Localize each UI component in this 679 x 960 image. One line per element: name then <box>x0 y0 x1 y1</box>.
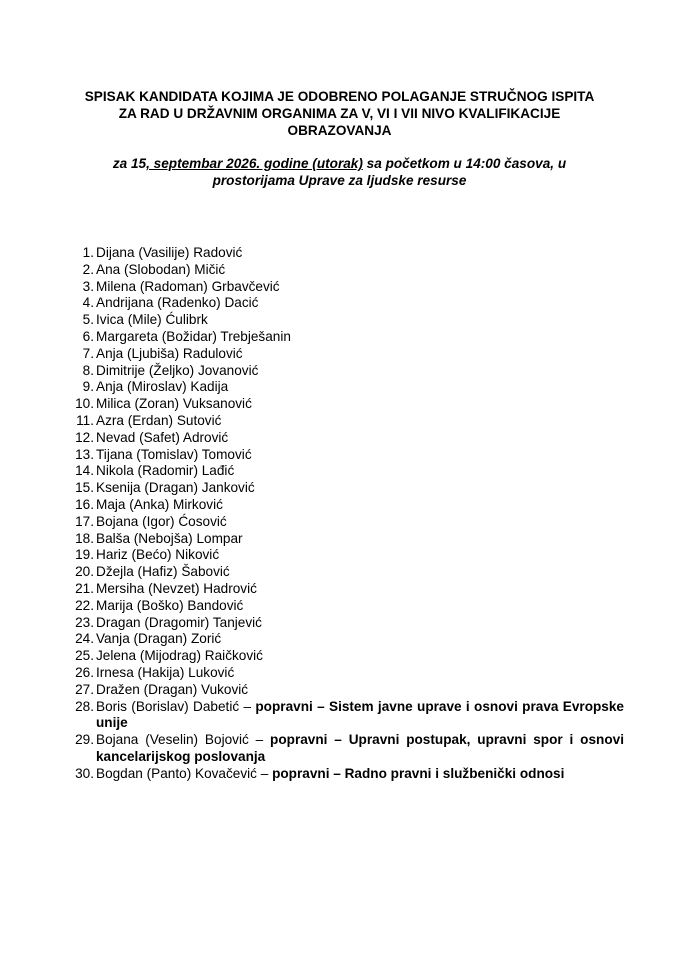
candidate-name: Milena (Radoman) Grbavčević <box>96 278 280 294</box>
candidate-entry <box>96 598 624 615</box>
candidate-entry <box>96 430 624 447</box>
candidate-name: Nikola (Radomir) Lađić <box>96 463 235 479</box>
subtitle-date: , septembar 2026. godine (utorak) <box>146 156 363 171</box>
candidate-entry <box>96 346 624 363</box>
candidate-entry <box>96 379 624 396</box>
candidate-entry <box>96 766 624 783</box>
candidate-number: 13. <box>75 446 94 462</box>
candidate-name: Dimitrije (Željko) Jovanović <box>96 362 259 378</box>
candidate-item <box>68 447 624 464</box>
candidate-name: Azra (Erdan) Sutović <box>96 412 222 428</box>
candidate-item <box>68 514 624 531</box>
candidate-number: 15. <box>75 480 94 496</box>
candidate-item <box>68 262 624 279</box>
candidate-number: 4. <box>82 295 94 311</box>
title-line-1: SPISAK KANDIDATA KOJIMA JE ODOBRENO POLAGANJE STRUČNOG ISPITA <box>84 89 595 104</box>
candidate-name: Mersiha (Nevzet) Hadrović <box>96 580 257 596</box>
subtitle-prefix: za 15 <box>112 156 147 171</box>
candidate-item <box>68 564 624 581</box>
candidate-number: 29. <box>75 732 94 748</box>
candidate-name: Hariz (Bećo) Niković <box>96 547 220 563</box>
candidate-name: Maja (Anka) Mirković <box>96 496 223 512</box>
candidate-entry <box>96 447 624 464</box>
candidate-number: 30. <box>75 765 94 781</box>
candidate-list <box>68 245 624 783</box>
candidate-item <box>68 581 624 598</box>
candidate-entry <box>96 531 624 548</box>
candidate-number: 23. <box>75 614 94 630</box>
candidate-item <box>68 732 624 766</box>
exam-date-subtitle <box>60 155 619 189</box>
candidate-entry <box>96 682 624 699</box>
candidate-name: Dijana (Vasilije) Radović <box>96 245 243 260</box>
retake-note: popravni – Sistem javne uprave i osnovi prava Evropske unije <box>96 698 624 731</box>
candidate-item <box>68 396 624 413</box>
candidate-entry <box>96 363 624 380</box>
candidate-number: 17. <box>75 513 94 529</box>
candidate-number: 24. <box>75 631 94 647</box>
candidate-item <box>68 665 624 682</box>
candidate-entry <box>96 413 624 430</box>
candidate-number: 27. <box>75 681 94 697</box>
candidate-name: Tijana (Tomislav) Tomović <box>96 446 252 462</box>
candidate-number: 2. <box>82 261 94 277</box>
candidate-entry <box>96 396 624 413</box>
candidate-number: 8. <box>82 362 94 378</box>
candidate-number: 25. <box>75 648 94 664</box>
candidate-entry <box>96 497 624 514</box>
candidate-name: Anja (Miroslav) Kadija <box>96 379 229 395</box>
candidate-entry <box>96 564 624 581</box>
candidate-number: 21. <box>75 580 94 596</box>
candidate-item <box>68 699 624 733</box>
candidate-entry <box>96 648 624 665</box>
candidate-entry <box>96 615 624 632</box>
candidate-entry <box>96 514 624 531</box>
candidate-name: Ana (Slobodan) Mičić <box>96 261 226 277</box>
candidate-item <box>68 329 624 346</box>
candidate-item <box>68 497 624 514</box>
candidate-item <box>68 598 624 615</box>
candidate-name: Vanja (Dragan) Zorić <box>96 631 222 647</box>
candidate-item <box>68 279 624 296</box>
candidate-name: Balša (Nebojša) Lompar <box>96 530 243 546</box>
candidate-name: Boris (Borislav) Dabetić – <box>96 698 256 714</box>
candidate-item <box>68 615 624 632</box>
candidate-item <box>68 346 624 363</box>
candidate-name: Margareta (Božidar) Trebješanin <box>96 328 291 344</box>
candidate-item <box>68 648 624 665</box>
candidate-number: 19. <box>75 547 94 563</box>
candidate-entry <box>96 631 624 648</box>
document-title <box>60 88 619 139</box>
candidate-number: 11. <box>76 412 94 428</box>
candidate-entry <box>96 329 624 346</box>
candidate-number: 5. <box>82 312 94 328</box>
title-line-2: ZA RAD U DRŽAVNIM ORGANIMA ZA V, VI I VII NIVO KVALIFIKACIJE <box>118 106 561 121</box>
candidate-name: Jelena (Mijodrag) Raičković <box>96 648 263 664</box>
candidate-name: Bojana (Igor) Ćosović <box>96 513 227 529</box>
candidate-number: 20. <box>75 564 94 580</box>
candidate-number: 3. <box>82 278 94 294</box>
candidate-item <box>68 363 624 380</box>
candidate-entry <box>96 581 624 598</box>
candidate-name: Andrijana (Radenko) Dacić <box>96 295 259 311</box>
candidate-name: Bogdan (Panto) Kovačević – <box>96 765 273 781</box>
candidate-item <box>68 463 624 480</box>
candidate-number: 6. <box>82 328 94 344</box>
retake-note: popravni – Radno pravni i službenički odnosi <box>272 765 565 781</box>
subtitle-suffix: sa početkom u 14:00 časova, u <box>362 156 567 171</box>
candidate-entry <box>96 245 624 262</box>
candidate-number: 26. <box>75 664 94 680</box>
candidate-item <box>68 631 624 648</box>
candidate-item <box>68 413 624 430</box>
candidate-item <box>68 430 624 447</box>
candidate-number: 1. <box>82 245 94 260</box>
candidate-name: Ksenija (Dragan) Janković <box>96 480 255 496</box>
candidate-name: Džejla (Hafiz) Šabović <box>96 564 230 580</box>
candidate-number: 10. <box>75 396 94 412</box>
candidate-entry <box>96 547 624 564</box>
candidate-entry <box>96 279 624 296</box>
candidate-name: Irnesa (Hakija) Luković <box>96 664 235 680</box>
candidate-number: 28. <box>75 698 94 714</box>
candidate-entry <box>96 732 624 766</box>
candidate-item <box>68 682 624 699</box>
candidate-name: Milica (Zoran) Vuksanović <box>96 396 252 412</box>
candidate-item <box>68 312 624 329</box>
candidate-item <box>68 245 624 262</box>
candidate-number: 12. <box>75 429 94 445</box>
candidate-number: 14. <box>75 463 94 479</box>
candidate-number: 16. <box>75 496 94 512</box>
title-line-3: OBRAZOVANJA <box>287 123 392 138</box>
retake-note: popravni – Upravni postupak, upravni spor i osnovi kancelarijskog poslovanja <box>96 732 624 764</box>
candidate-number: 18. <box>75 530 94 546</box>
candidate-number: 7. <box>82 345 94 361</box>
candidate-entry <box>96 463 624 480</box>
candidate-entry <box>96 480 624 497</box>
candidate-item <box>68 379 624 396</box>
candidate-item <box>68 766 624 783</box>
candidate-entry <box>96 262 624 279</box>
candidate-number: 22. <box>75 597 94 613</box>
candidate-name: Dražen (Dragan) Vuković <box>96 681 249 697</box>
candidate-name: Ivica (Mile) Ćulibrk <box>96 312 208 328</box>
candidate-entry <box>96 312 624 329</box>
candidate-entry <box>96 699 624 733</box>
candidate-number: 9. <box>82 379 94 395</box>
candidate-name: Dragan (Dragomir) Tanjević <box>96 614 262 630</box>
subtitle-location: prostorijama Uprave za ljudske resurse <box>212 173 467 188</box>
candidate-entry <box>96 295 624 312</box>
candidate-item <box>68 547 624 564</box>
candidate-name: Bojana (Veselin) Bojović – <box>96 732 271 748</box>
candidate-item <box>68 295 624 312</box>
candidate-entry <box>96 665 624 682</box>
candidate-item <box>68 480 624 497</box>
candidate-name: Anja (Ljubiša) Radulović <box>96 345 243 361</box>
candidate-name: Nevad (Safet) Adrović <box>96 429 229 445</box>
candidate-name: Marija (Boško) Bandović <box>96 597 244 613</box>
candidate-item <box>68 531 624 548</box>
